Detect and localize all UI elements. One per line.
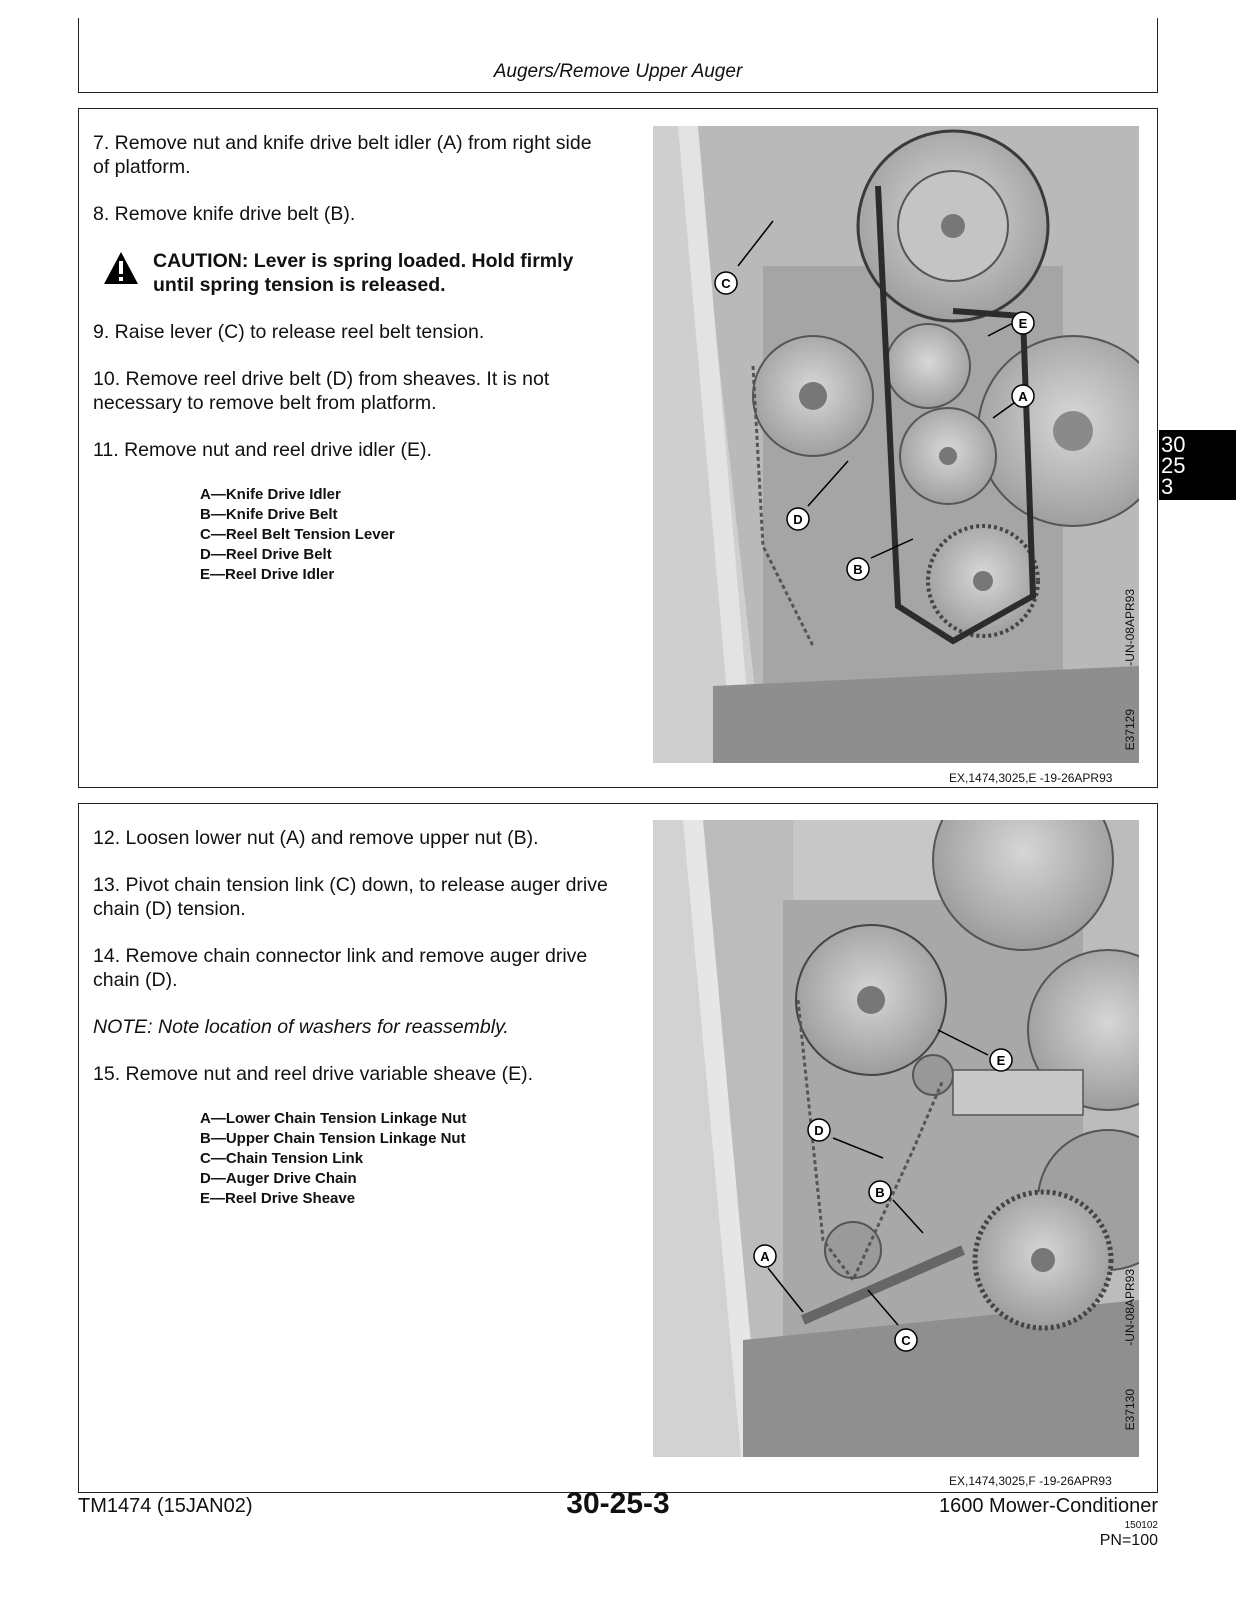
step-8: 8. Remove knife drive belt (B). <box>93 203 356 225</box>
header-title: Augers/Remove Upper Auger <box>493 61 743 82</box>
legend <box>200 485 613 585</box>
callout-c-label: C <box>901 1333 911 1348</box>
callout-c-label: C <box>721 276 731 291</box>
tab-line: 30 <box>1161 432 1186 457</box>
callout-d-label: D <box>814 1123 824 1138</box>
legend-item: E—Reel Drive Sheave <box>200 1190 356 1207</box>
legend-item: C—Chain Tension Link <box>200 1150 364 1167</box>
section-tab <box>1159 430 1236 500</box>
caution-text: CAUTION: Lever is spring loaded. Hold firmly until spring tension is released. <box>153 250 574 296</box>
photo-belt-drive <box>653 126 1139 763</box>
legend-item: B—Knife Drive Belt <box>200 506 338 523</box>
callout-a-label: A <box>760 1249 770 1264</box>
callout-e-label: E <box>1018 316 1028 331</box>
caution-block <box>93 249 613 297</box>
image-date: -UN-08APR93 <box>1123 1269 1137 1346</box>
legend-item: A—Lower Chain Tension Linkage Nut <box>200 1110 467 1127</box>
legend-item: D—Reel Drive Belt <box>200 546 332 563</box>
callout-b-label: B <box>875 1185 885 1200</box>
step-7: 7. Remove nut and knife drive belt idler (A) from right side of platform. <box>93 132 592 178</box>
callout-b-label: B <box>853 562 863 577</box>
step-9: 9. Raise lever (C) to release reel belt tension. <box>93 321 485 343</box>
reference-code: EX,1474,3025,F -19-26APR93 <box>949 1474 1112 1488</box>
product-name: 1600 Mower-Conditioner <box>938 1495 1158 1517</box>
step-12: 12. Loosen lower nut (A) and remove upper nut (B). <box>93 827 539 849</box>
legend-item: E—Reel Drive Idler <box>200 566 335 583</box>
callout-a-label: A <box>1018 389 1028 404</box>
note: NOTE: Note location of washers for reassembly. <box>93 1016 509 1038</box>
page-number-code: PN=100 <box>1099 1532 1158 1549</box>
legend-item: C—Reel Belt Tension Lever <box>200 526 395 543</box>
manual-id: TM1474 (15JAN02) <box>78 1495 253 1517</box>
image-id: E37130 <box>1123 1389 1137 1431</box>
step-15: 15. Remove nut and reel drive variable sheave (E). <box>93 1063 534 1085</box>
section-remove-belts <box>78 108 1158 788</box>
instructions <box>93 826 613 1209</box>
section-remove-chain <box>78 803 1158 1493</box>
callout-e-label: E <box>996 1053 1006 1068</box>
step-11: 11. Remove nut and reel drive idler (E). <box>93 439 432 461</box>
tab-line: 3 <box>1161 474 1174 499</box>
reference-code: EX,1474,3025,E -19-26APR93 <box>949 771 1113 785</box>
legend <box>200 1109 613 1209</box>
step-13: 13. Pivot chain tension link (C) down, to release auger drive chain (D) tension. <box>93 874 608 920</box>
page-number: 30-25-3 <box>566 1487 670 1520</box>
step-10: 10. Remove reel drive belt (D) from sheaves. It is not necessary to remove belt from platform. <box>93 368 550 414</box>
legend-item: D—Auger Drive Chain <box>200 1170 357 1187</box>
tab-line: 25 <box>1161 453 1186 478</box>
image-id: E37129 <box>1123 709 1137 751</box>
callout-d-label: D <box>793 512 803 527</box>
image-date: -UN-08APR93 <box>1123 589 1137 666</box>
photo-chain-drive <box>653 820 1139 1457</box>
footer-code: 150102 <box>1124 1520 1158 1531</box>
step-14: 14. Remove chain connector link and remove auger drive chain (D). <box>93 945 588 991</box>
warning-icon <box>103 251 139 285</box>
legend-item: A—Knife Drive Idler <box>200 486 341 503</box>
page-header <box>78 18 1158 93</box>
instructions <box>93 131 613 585</box>
legend-item: B—Upper Chain Tension Linkage Nut <box>200 1130 466 1147</box>
